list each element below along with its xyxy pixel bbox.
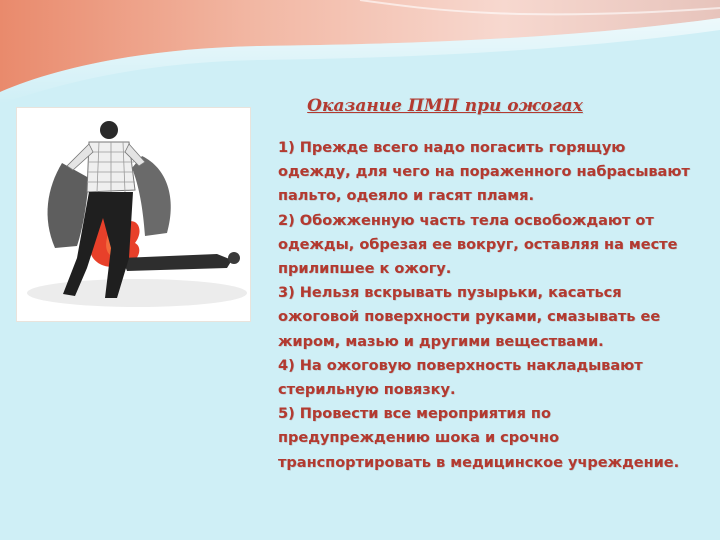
step-5: 5) Провести все мероприятия по предупреждению шока и срочно транспортировать в медицинское учреждение. (278, 406, 680, 471)
step-2: 2) Обожженную часть тела освобождают от одежды, обрезая ее вокруг, оставляя на месте прилипшее к ожогу. (278, 212, 678, 278)
first-aid-burn-illustration (17, 108, 250, 321)
slide-title: Оказание ПМП при ожогах (307, 96, 583, 116)
step-1: 1) Прежде всего надо погасить горящую одежду, для чего на пораженного набрасывают пальто, одеяло и гасят пламя. (278, 140, 690, 205)
step-4: 4) На ожоговую поверхность накладывают стерильную повязку. (278, 357, 643, 399)
step-3: 3) Нельзя вскрывать пузырьки, касаться ожоговой поверхности руками, смазывать ее жиром, мазью и другими веществами. (278, 285, 661, 350)
slide-body (278, 136, 703, 475)
first-aid-burn-icon (17, 108, 250, 321)
